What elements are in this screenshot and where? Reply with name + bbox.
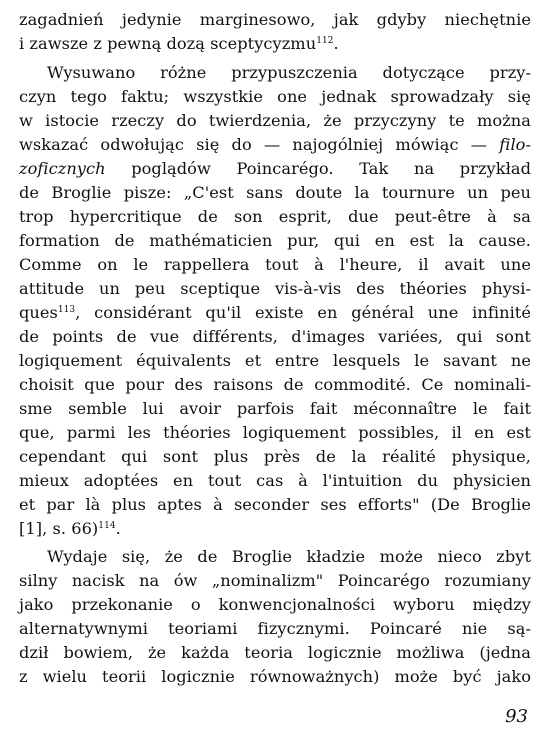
text-line bbox=[19, 109, 531, 133]
line-text: ques bbox=[19, 303, 58, 322]
line-text: jako przekonanie o konwencjonalności wyboru między bbox=[19, 595, 531, 614]
text-line bbox=[19, 517, 121, 541]
line-text: z wielu teorii logicznie równoważnych) może być jako bbox=[19, 667, 531, 686]
text-line bbox=[19, 205, 531, 229]
text-line bbox=[19, 32, 339, 56]
text-line bbox=[19, 301, 531, 325]
line-text: trop hypercritique de son esprit, due peut-être à sa bbox=[19, 207, 531, 226]
text-line bbox=[19, 421, 531, 445]
line-text: i zawsze z pewną dozą sceptycyzmu bbox=[19, 34, 317, 53]
footnote-ref: 113 bbox=[57, 305, 76, 315]
text-line bbox=[19, 373, 531, 397]
line-text: silny nacisk na ów „nominalizm" Poincarégo rozumiany bbox=[19, 571, 531, 590]
line-text: cependant qui sont plus près de la réalité physique, bbox=[19, 447, 531, 466]
line-text: czyn tego faktu; wszystkie one jednak sprowadzały się bbox=[19, 87, 531, 106]
paragraph-start-line bbox=[47, 61, 531, 85]
line-text: de points de vue différents, d'images variées, qui sont bbox=[19, 327, 531, 346]
line-text: de Broglie pisze: „C'est sans doute la tournure un peu bbox=[19, 183, 531, 202]
line-text: que, parmi les théories logiquement possibles, il en est bbox=[19, 423, 531, 442]
line-text: [1], s. 66) bbox=[19, 519, 99, 538]
page-number: 93 bbox=[505, 706, 528, 727]
line-text: poglądów Poincarégo. Tak na przykład bbox=[105, 159, 531, 178]
text-line bbox=[19, 641, 531, 665]
line-text: . bbox=[115, 519, 121, 538]
line-text: dził bowiem, że każda teoria logicznie możliwa (jedna bbox=[19, 643, 531, 662]
text-line bbox=[19, 617, 531, 641]
text-line bbox=[19, 469, 531, 493]
line-text: formation de mathématicien pur, qui en est la cause. bbox=[19, 231, 531, 250]
line-text: mieux adoptées en tout cas à l'intuition du physicien bbox=[19, 471, 531, 490]
text-line bbox=[19, 349, 531, 373]
text-line bbox=[19, 133, 531, 157]
text-line bbox=[19, 253, 531, 277]
line-text: Wysuwano różne przypuszczenia dotyczące przy- bbox=[47, 63, 531, 82]
line-text: zagadnień jedynie marginesowo, jak gdyby niechętnie bbox=[19, 10, 531, 29]
line-text: et par là plus aptes à seconder ses efforts" (De Broglie bbox=[19, 495, 531, 514]
text-line bbox=[19, 8, 531, 32]
footnote-ref: 112 bbox=[316, 36, 334, 46]
line-text: sme semble lui avoir parfois fait méconnaître le fait bbox=[19, 399, 531, 418]
line-text: , considérant qu'il existe en général une infinité bbox=[75, 303, 531, 322]
line-text: choisit que pour des raisons de commodité. Ce nominali- bbox=[19, 375, 531, 394]
text-line bbox=[19, 229, 531, 253]
text-line bbox=[19, 325, 531, 349]
italic-text: filo- bbox=[499, 135, 531, 154]
text-line bbox=[19, 157, 531, 181]
text-line bbox=[19, 569, 531, 593]
footnote-ref: 114 bbox=[98, 521, 116, 531]
text-line bbox=[19, 665, 531, 689]
text-line bbox=[19, 445, 531, 469]
line-text: Wydaje się, że de Broglie kładzie może nieco zbyt bbox=[47, 547, 531, 566]
line-text: . bbox=[333, 34, 339, 53]
paragraph-start-line bbox=[47, 545, 531, 569]
text-line bbox=[19, 277, 531, 301]
line-text: attitude un peu sceptique vis-à-vis des théories physi- bbox=[19, 279, 531, 298]
text-line bbox=[19, 85, 531, 109]
line-text: Comme on le rappellera tout à l'heure, il avait une bbox=[19, 255, 531, 274]
line-text: logiquement équivalents et entre lesquels le savant ne bbox=[19, 351, 531, 370]
text-line bbox=[19, 593, 531, 617]
line-text: alternatywnymi teoriami fizycznymi. Poincaré nie są- bbox=[19, 619, 531, 638]
text-line bbox=[19, 181, 531, 205]
text-line bbox=[19, 397, 531, 421]
line-text: w istocie rzeczy do twierdzenia, że przyczyny te można bbox=[19, 111, 531, 130]
italic-text: zoficznych bbox=[19, 159, 106, 178]
text-line bbox=[19, 493, 531, 517]
line-text: wskazać odwołując się do — najogólniej mówiąc — bbox=[19, 135, 500, 154]
